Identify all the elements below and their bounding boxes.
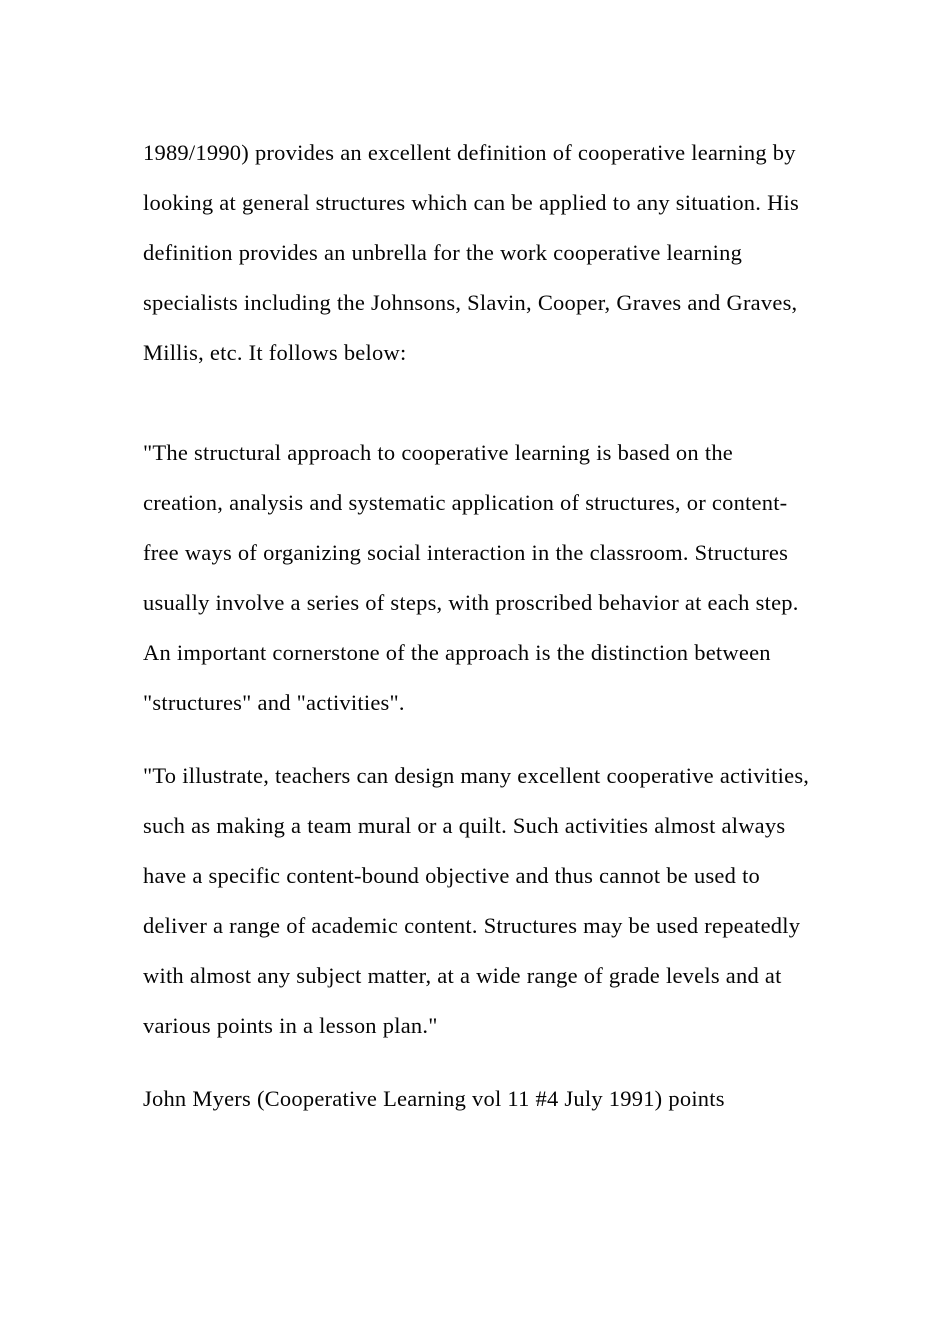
paragraph-definition-intro: 1989/1990) provides an excellent definition of cooperative learning by looking at general structures which can be applied to any situation. His definition provides an unbrella for the work cooperative learning specialists including the Johnsons, Slavin, Cooper, Graves and Graves, Millis, etc. It follows below: (143, 140, 805, 365)
paragraph-structural-approach-quote: "The structural approach to cooperative learning is based on the creation, analysis and systematic application of structures, or content-free ways of organizing social interaction in the classroom. Structures usually involve a series of steps, with proscribed behavior at each step. An important cornerstone of the approach is the distinction between "structures" and "activities". (143, 440, 804, 715)
body-text-column (143, 128, 815, 1124)
paragraph-john-myers: John Myers (Cooperative Learning vol 11 #4 July 1991) points (143, 1086, 725, 1111)
paragraph-illustration-quote: "To illustrate, teachers can design many excellent cooperative activities, such as making a team mural or a quilt. Such activities almost always have a specific content-bound objective and thus cannot be used to deliver a range of academic content. Structures may be used repeatedly with almost any subject matter, at a wide range of grade levels and at various points in a lesson plan." (143, 763, 816, 1038)
